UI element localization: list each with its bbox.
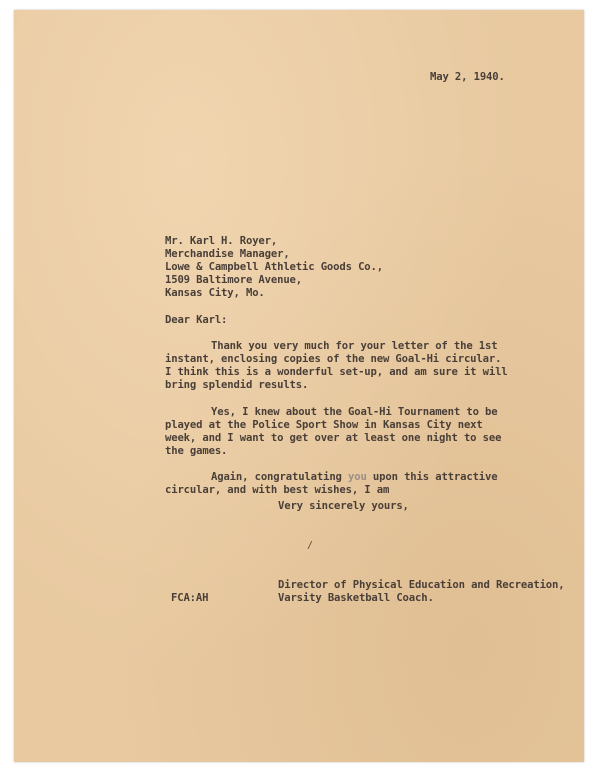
reference-initials: FCA:AH [171,592,209,604]
address-line: Mr. Karl H. Royer, [165,235,278,247]
paragraph-line: the games. [165,445,228,457]
address-line: Merchandise Manager, [165,248,290,260]
address-line: 1509 Baltimore Avenue, [165,274,303,286]
address-line: Kansas City, Mo. [165,287,265,299]
address-line: Lowe & Campbell Athletic Goods Co., [165,261,383,273]
paragraph-line: instant, enclosing copies of the new Goal-Hi circular. [165,353,502,365]
paragraph-line [211,471,498,483]
signature-title: Director of Physical Education and Recreation, [278,579,565,591]
salutation: Dear Karl: [165,314,228,326]
paragraph-line: bring splendid results. [165,379,309,391]
paragraph-text: Again, congratulating [211,471,349,483]
paragraph-line: Yes, I knew about the Goal-Hi Tournament to be [211,406,498,418]
signature-title: Varsity Basketball Coach. [278,592,434,604]
paragraph-line: week, and I want to get over at least one night to see [165,432,502,444]
faded-word: you [348,471,367,483]
paragraph-line: circular, and with best wishes, I am [165,484,390,496]
signature-mark: / [307,540,314,551]
paragraph-line: Thank you very much for your letter of the 1st [211,340,498,352]
paragraph-text: upon this attractive [366,471,498,483]
closing: Very sincerely yours, [278,500,409,512]
paragraph-line: I think this is a wonderful set-up, and am sure it will [165,366,508,378]
letter-date: May 2, 1940. [430,71,505,83]
paragraph-line: played at the Police Sport Show in Kansas City next [165,419,483,431]
